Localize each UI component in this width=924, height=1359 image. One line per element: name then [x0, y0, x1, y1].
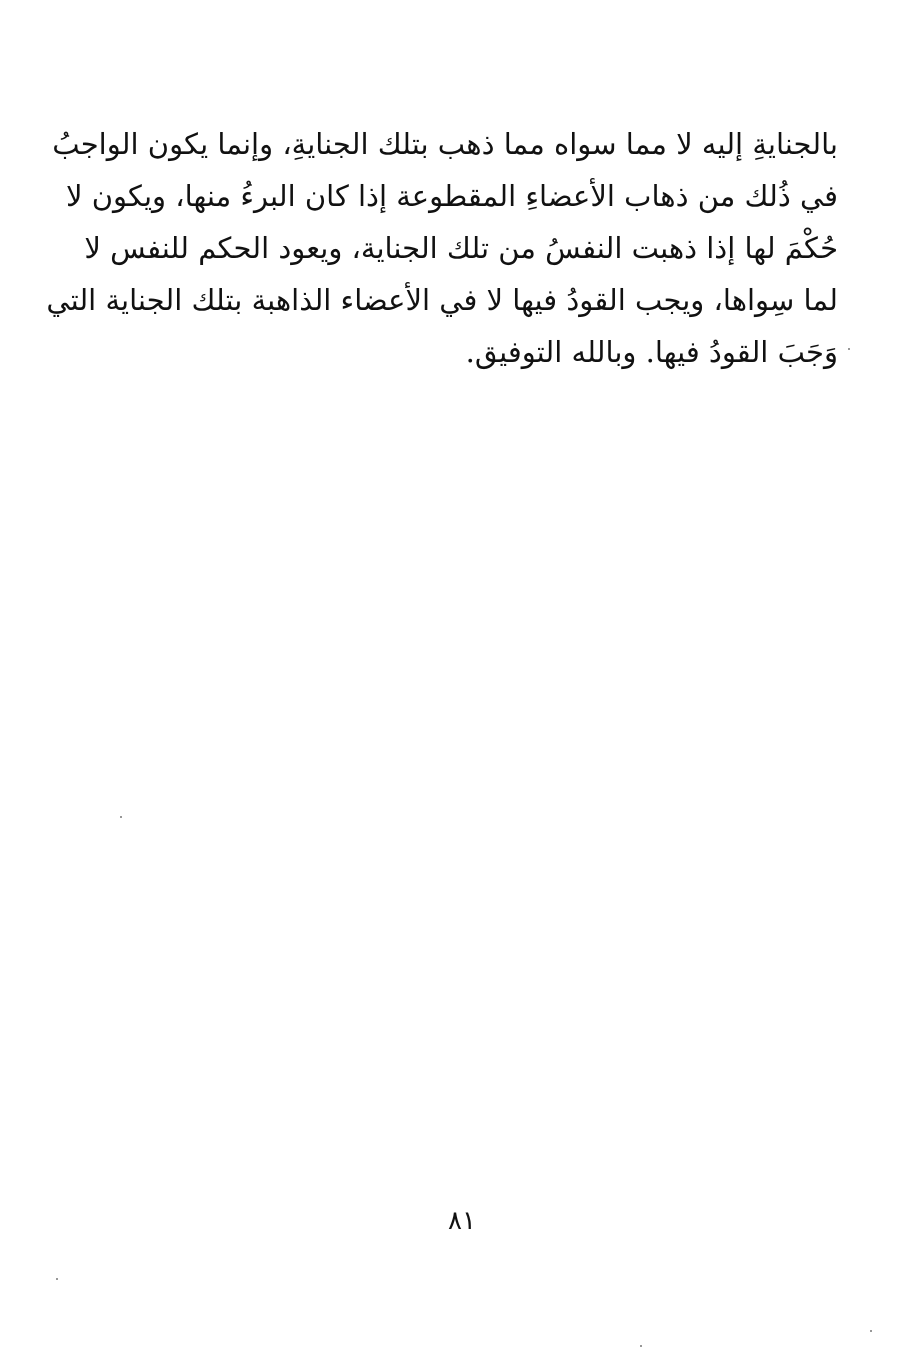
- paragraph-line-1: بالجنايةِ إليه لا مما سواه مما ذهب بتلك الجنايةِ، وإنما يكون الواجبُ: [52, 127, 838, 161]
- scan-speck: [56, 1278, 58, 1280]
- body-paragraph: [46, 118, 838, 378]
- scan-speck: [120, 816, 122, 818]
- scan-speck: [870, 1330, 872, 1332]
- paragraph-line-5: وَجَبَ القودُ فيها. وبالله التوفيق.: [465, 335, 838, 369]
- scan-speck: [640, 1345, 642, 1347]
- paragraph-line-3: حُكْمَ لها إذا ذهبت النفسُ من تلك الجناية، ويعود الحكم للنفس لا: [84, 231, 838, 265]
- paragraph-line-4: لما سِواها، ويجب القودُ فيها لا في الأعضاء الذاهبة بتلك الجناية التي: [46, 283, 838, 317]
- page-number: ٨١: [448, 1206, 476, 1236]
- scan-speck: [848, 348, 850, 350]
- paragraph-line-2: في ذُلك من ذهاب الأعضاءِ المقطوعة إذا كان البرءُ منها، ويكون لا: [65, 179, 838, 213]
